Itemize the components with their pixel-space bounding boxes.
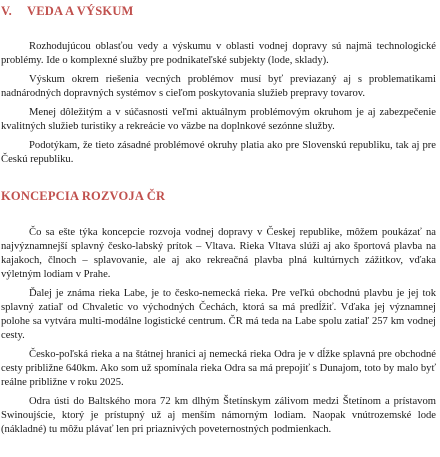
section-body-veda-a-vyskum <box>1 40 436 172</box>
paragraph: Menej dôležitým a v súčasnosti veľmi aktuálnym problémovým okruhom je aj zabezpečenie kvalitných služieb turistiky a rekreácie vo väzbe na doplnkové sezónne služby. <box>1 107 436 132</box>
paragraph: Čo sa ešte týka koncepcie rozvoja vodnej dopravy v Českej republike, môžem poukázať na najvýznamnejší splavný česko-labský prítok – Vltava. Rieka Vltava slúži aj ako športová plavba na kajakoch, člnoch – splavovanie, ale aj ako rekreačná plavba plná kultúrnych zážitkov, vďaka výletným lodiam v Prahe. <box>1 227 436 280</box>
section-heading-koncepcia-rozvoja: KONCEPCIA ROZVOJA ČR <box>1 189 166 203</box>
paragraph: Česko-poľská rieka a na štátnej hranici aj nemecká rieka Odra je v dĺžke splavná pre obchodné cesty približne 640km. Ako som už spomínala rieka Odra sa má prepojiť s Dunajom, toto by malo byť reálne približne v roku 2025. <box>1 349 436 388</box>
paragraph: Ďalej je známa rieka Labe, je to česko-nemecká rieka. Pre veľkú obchodnú plavbu je jej tok splavný zatiaľ od Chvaletic vo východných Čechách, ktorá sa má predĺžiť. Vďaka jej významnej polohe sa vytvára multi-modálne logistické centrum. ČR má teda na Labe spolu zatiaľ 257 km vodnej cesty. <box>1 288 436 341</box>
section-body-koncepcia-rozvoja <box>1 226 436 442</box>
paragraph: Rozhodujúcou oblasťou vedy a výskumu v oblasti vodnej dopravy sú najmä technologické problémy. Ide o komplexné služby pre podnikateľské subjekty (lode, sklady). <box>1 41 436 66</box>
section-title: VEDA A VÝSKUM <box>27 4 134 18</box>
paragraph: Odra ústi do Baltského mora 72 km dlhým Štetínskym zálivom medzi Štetínom a prístavom Swinoujście, ktorý je prístupný už aj menším námorným lodiam. Naopak vnútrozemské lode (nákladné) tu môžu plávať len pri priaznivých poveternostných podmienkach. <box>1 396 436 435</box>
paragraph: Výskum okrem riešenia vecných problémov musí byť previazaný aj s problematikami nadnárodných dopravných systémov s cieľom poskytovania služieb prepravy tovarov. <box>1 74 436 99</box>
paragraph: Podotýkam, že tieto zásadné problémové okruhy platia ako pre Slovenskú republiku, tak aj pre Českú republiku. <box>1 140 436 165</box>
section-heading-veda-a-vyskum <box>1 4 134 19</box>
section-number: V. <box>1 4 12 18</box>
